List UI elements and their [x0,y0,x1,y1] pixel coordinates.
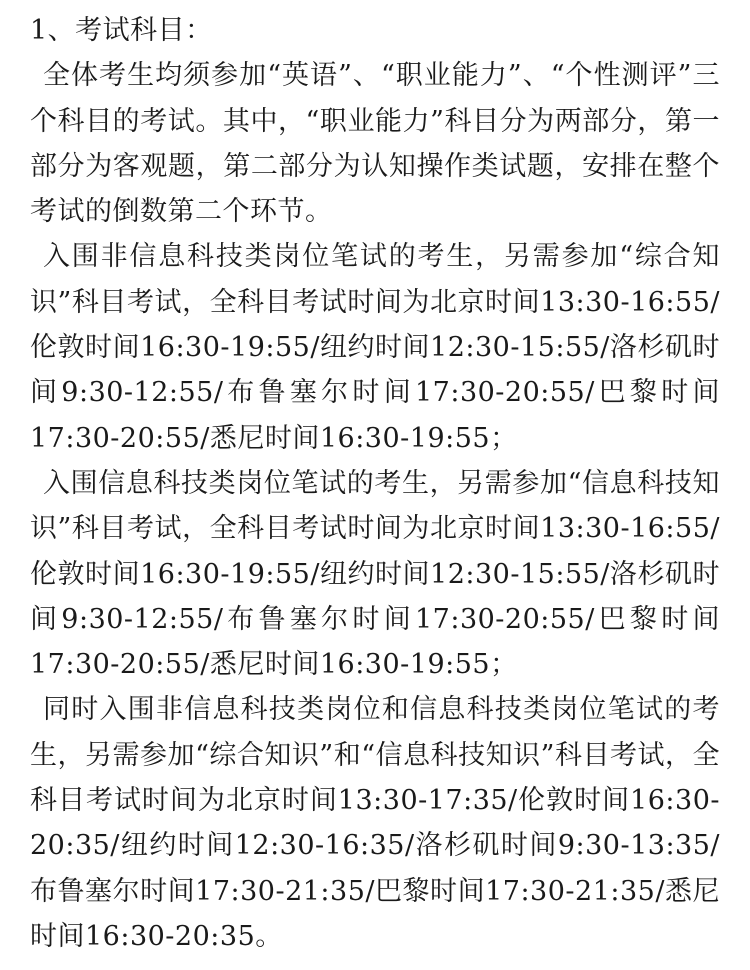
paragraph-non-it-positions: 入围非信息科技类岗位笔试的考生，另需参加“综合知识”科目考试，全科目考试时间为北京时间13:30-16:55/伦敦时间16:30-19:55/纽约时间12:30-15:55/洛杉矶时间9:30-12:55/布鲁塞尔时间17:30-20:55/巴黎时间17:30-20:55/悉尼时间16:30-19:55； [30,241,720,454]
exam-subjects-document [30,8,720,959]
paragraph-it-positions: 入围信息科技类岗位笔试的考生，另需参加“信息科技知识”科目考试，全科目考试时间为北京时间13:30-16:55/伦敦时间16:30-19:55/纽约时间12:30-15:55/洛杉矶时间9:30-12:55/布鲁塞尔时间17:30-20:55/巴黎时间17:30-20:55/悉尼时间16:30-19:55； [30,467,720,681]
paragraph-both-positions: 同时入围非信息科技类岗位和信息科技类岗位笔试的考生，另需参加“综合知识”和“信息科技知识”科目考试，全科目考试时间为北京时间13:30-17:35/伦敦时间16:30-20:35/纽约时间12:30-16:35/洛杉矶时间9:30-13:35/布鲁塞尔时间17:30-21:35/巴黎时间17:30-21:35/悉尼时间16:30-20:35。 [30,694,720,952]
section-heading: 1、考试科目： [30,15,213,46]
paragraph-general-subjects: 全体考生均须参加“英语”、“职业能力”、“个性测评”三个科目的考试。其中，“职业能力”科目分为两部分，第一部分为客观题，第二部分为认知操作类试题，安排在整个考试的倒数第二个环节。 [30,60,720,228]
